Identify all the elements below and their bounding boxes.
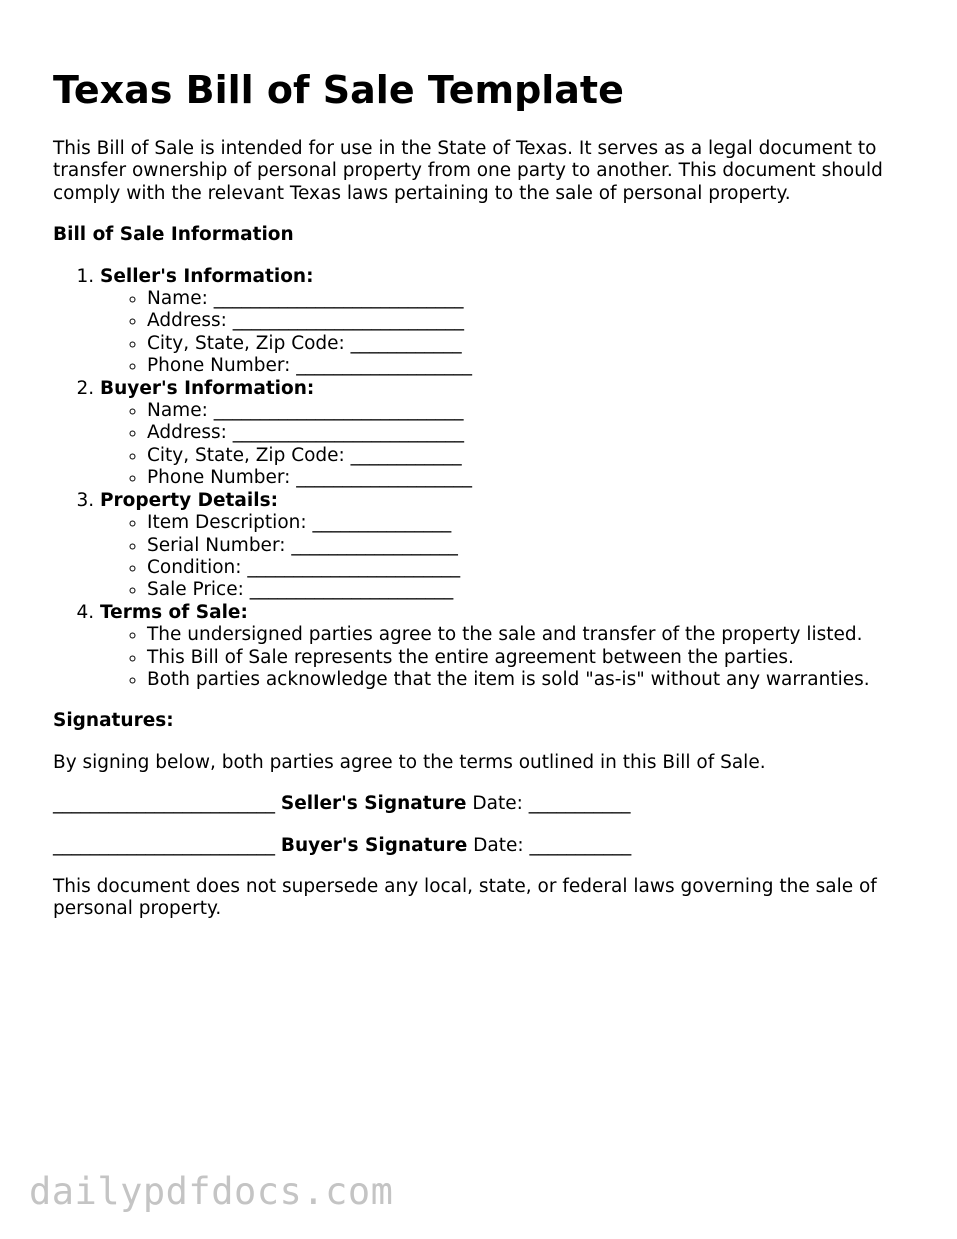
section-title: Seller's Information:	[100, 265, 314, 287]
terms-item: ◦ Both parties acknowledge that the item is sold "as-is" without any warranties.	[147, 669, 913, 691]
section-items	[100, 288, 913, 378]
buyer-signature-label: Buyer's Signature	[280, 834, 468, 856]
document-page	[53, 60, 913, 921]
sections-list	[53, 266, 913, 692]
buyer-phone-field[interactable]: ◦ Phone Number: ___________________	[147, 467, 913, 489]
seller-signature-blank[interactable]: ________________________	[53, 793, 275, 815]
section-buyers-information	[100, 378, 913, 490]
document-title: Texas Bill of Sale Template	[53, 68, 624, 112]
buyer-name-field[interactable]: ◦ Name: ___________________________	[147, 400, 913, 422]
buyer-signature-line	[53, 835, 913, 857]
serial-number-field[interactable]: ◦ Serial Number: __________________	[147, 535, 913, 557]
seller-name-field[interactable]: ◦ Name: ___________________________	[147, 288, 913, 310]
buyer-city-state-zip-field[interactable]: ◦ City, State, Zip Code: ____________	[147, 445, 913, 467]
item-description-field[interactable]: ◦ Item Description: _______________	[147, 512, 913, 534]
section-items	[100, 512, 913, 602]
section-items	[100, 624, 913, 691]
seller-phone-field[interactable]: ◦ Phone Number: ___________________	[147, 355, 913, 377]
seller-address-field[interactable]: ◦ Address: _________________________	[147, 310, 913, 332]
section-title: Property Details:	[100, 489, 278, 511]
info-heading: Bill of Sale Information	[53, 224, 294, 246]
signatures-intro: By signing below, both parties agree to the terms outlined in this Bill of Sale.	[53, 751, 766, 773]
section-sellers-information	[100, 266, 913, 378]
seller-signature-label: Seller's Signature	[280, 793, 467, 815]
section-items	[100, 400, 913, 490]
section-terms-of-sale	[100, 602, 913, 692]
buyer-signature-blank[interactable]: ________________________	[53, 834, 275, 856]
seller-city-state-zip-field[interactable]: ◦ City, State, Zip Code: ____________	[147, 333, 913, 355]
disclaimer-paragraph: This document does not supersede any local, state, or federal laws governing the sale of personal property.	[53, 875, 877, 920]
section-property-details	[100, 490, 913, 602]
terms-item: ◦ The undersigned parties agree to the sale and transfer of the property listed.	[147, 624, 913, 646]
buyer-address-field[interactable]: ◦ Address: _________________________	[147, 422, 913, 444]
seller-signature-line	[53, 793, 913, 815]
seller-date-field[interactable]: Date: ___________	[472, 793, 631, 815]
section-title: Terms of Sale:	[100, 601, 248, 623]
terms-item: ◦ This Bill of Sale represents the entire agreement between the parties.	[147, 647, 913, 669]
section-title: Buyer's Information:	[100, 377, 315, 399]
watermark-text: dailypdfdocs.com	[29, 1170, 394, 1213]
intro-paragraph: This Bill of Sale is intended for use in the State of Texas. It serves as a legal document to transfer ownership of personal property from one party to another. This document should comply with the relevant Texas laws pertaining to the sale of personal property.	[53, 138, 883, 204]
sale-price-field[interactable]: ◦ Sale Price: ______________________	[147, 579, 913, 601]
condition-field[interactable]: ◦ Condition: _______________________	[147, 557, 913, 579]
buyer-date-field[interactable]: Date: ___________	[473, 834, 632, 856]
signatures-heading: Signatures:	[53, 710, 174, 732]
